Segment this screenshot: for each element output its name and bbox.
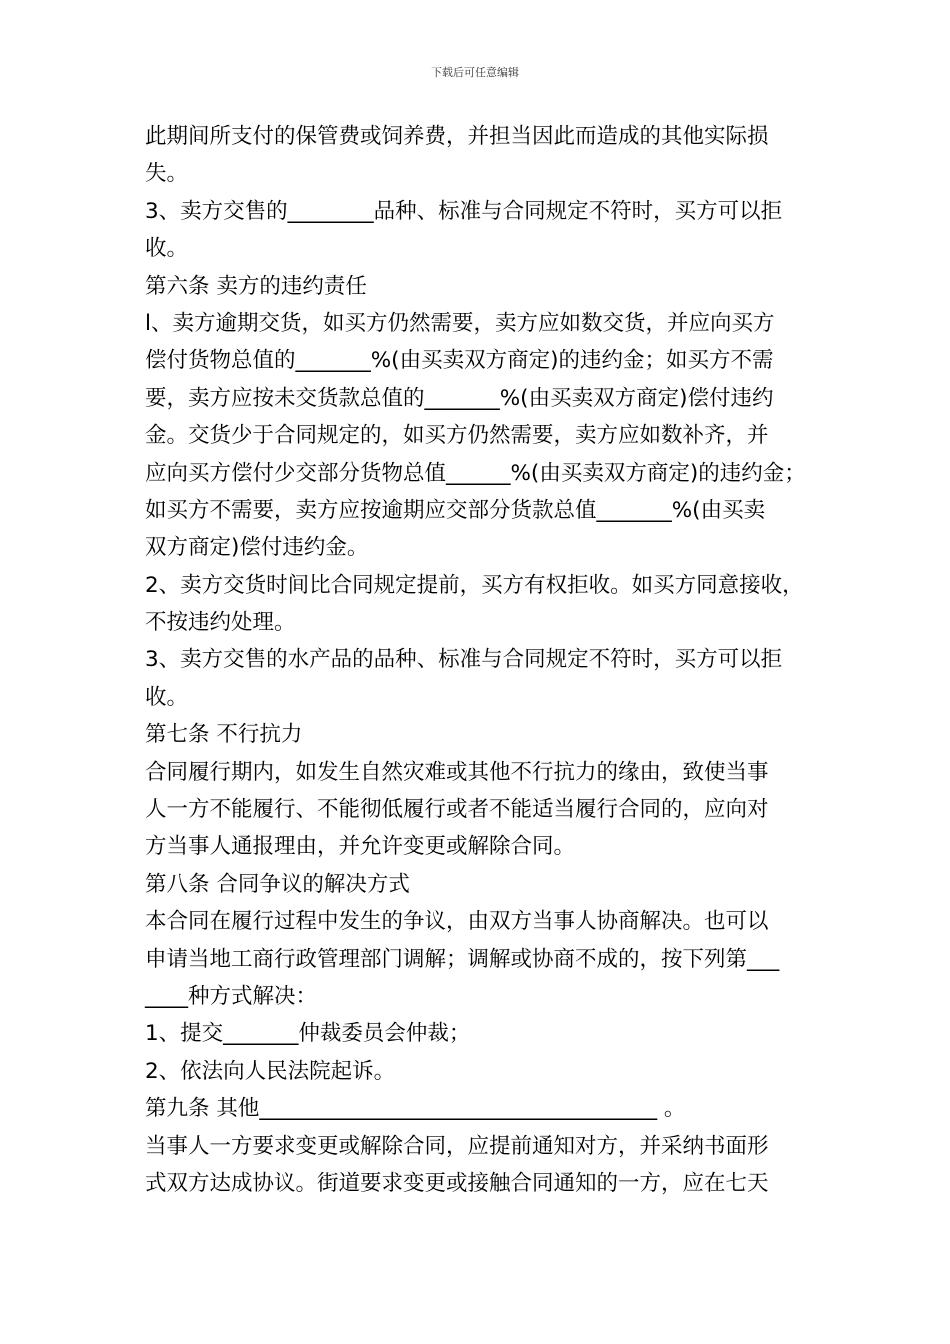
text-line: 合同履行期内，如发生自然灾难或其他不行抗力的缘由，致使当事 [145, 759, 769, 785]
text-line: 收。 [145, 684, 189, 710]
text-line: 人一方不能履行、不能彻低履行或者不能适当履行合同的，应向对 [145, 797, 769, 823]
text-line: 本合同在履行过程中发生的争议，由双方当事人协商解决。也可以 [145, 909, 769, 935]
text-line: 如买方不需要，卖方应按逾期应交部分货款总值_______%(由买卖 [145, 497, 766, 523]
text-line: 2、卖方交货时间比合同规定提前，买方有权拒收。如买方同意接收， [145, 572, 804, 598]
text-line: 此期间所支付的保管费或饲养费，并担当因此而造成的其他实际损 [145, 124, 769, 149]
document-body [145, 118, 825, 1202]
section-heading: 第六条 卖方的违约责任 [145, 273, 367, 299]
text-line: 不按违约处理。 [145, 610, 296, 636]
text-line: 1、提交_______仲裁委员会仲裁； [145, 1021, 471, 1047]
text-line: 当事人一方要求变更或解除合同，应提前通知对方，并采纳书面形 [145, 1133, 769, 1159]
text-line: 双方商定)偿付违约金。 [145, 535, 369, 561]
text-line: 要，卖方应按未交货款总值的_______%(由买卖双方商定)偿付违约 [145, 385, 774, 411]
text-line: 2、依法向人民法院起诉。 [145, 1058, 396, 1084]
page-header: 下载后可任意编辑 [431, 66, 519, 79]
text-line: 申请当地工商行政管理部门调解；调解或协商不成的，按下列第___ [145, 946, 780, 972]
text-line: l、卖方逾期交货，如买方仍然需要，卖方应如数交货，并应向买方 [145, 310, 775, 336]
text-line: 失。 [145, 161, 189, 187]
text-line: 方当事人通报理由，并允许变更或解除合同。 [145, 834, 576, 860]
text-line: 收。 [145, 236, 189, 262]
text-line: ____种方式解决： [145, 983, 318, 1009]
section-heading: 第八条 合同争议的解决方式 [145, 871, 410, 897]
text-line: 应向买方偿付少交部分货物总值______%(由买卖双方商定)的违约金； [145, 460, 806, 486]
text-line: 金。交货少于合同规定的，如买方仍然需要，卖方应如数补齐，并 [145, 423, 769, 449]
section-heading: 第七条 不行抗力 [145, 722, 303, 748]
section-heading: 第九条 其他_____________________________________ 。 [145, 1096, 686, 1122]
text-line: 3、卖方交售的水产品的品种、标准与合同规定不符时，买方可以拒 [145, 647, 783, 673]
text-line: 偿付货物总值的_______%(由买卖双方商定)的违约金；如买方不需 [145, 348, 774, 374]
text-line: 3、卖方交售的________品种、标准与合同规定不符时，买方可以拒 [145, 198, 783, 224]
text-line: 式双方达成协议。街道要求变更或接触合同通知的一方，应在七天 [145, 1170, 769, 1196]
